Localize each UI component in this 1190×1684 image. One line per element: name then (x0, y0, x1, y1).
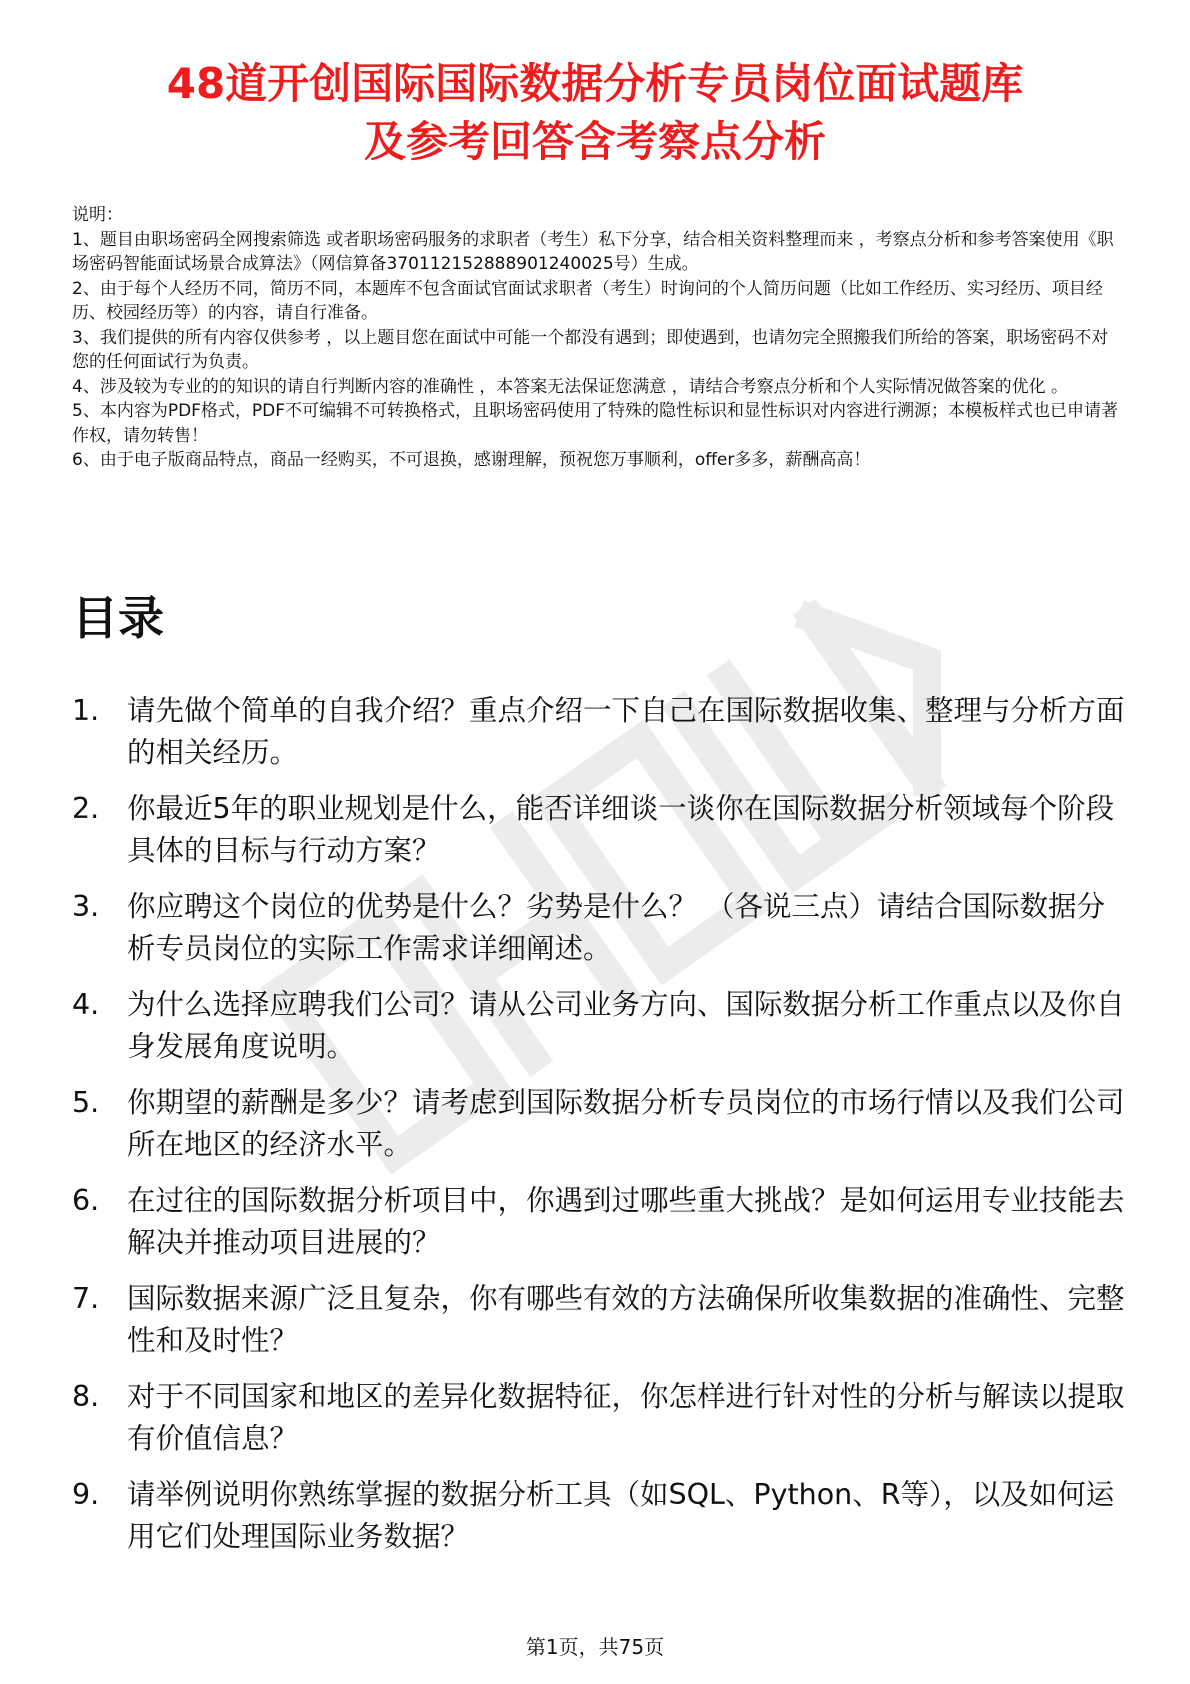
toc-item-text: 为什么选择应聘我们公司？请从公司业务方向、国际数据分析工作重点以及你自身发展角度说明。 (127, 988, 1125, 1063)
toc-item-number: 6. (72, 1184, 100, 1217)
title-line-1: 48道开创国际国际数据分析专员岗位面试题库 (166, 59, 1024, 108)
toc-item[interactable] (72, 984, 1132, 1068)
page-footer: 第1页，共75页 (525, 1635, 665, 1659)
toc-item-number: 3. (72, 890, 100, 923)
toc-item-text: 国际数据来源广泛且复杂，你有哪些有效的方法确保所收集数据的准确性、完整性和及时性？ (127, 1282, 1125, 1357)
toc-list (72, 690, 1132, 1572)
toc-item-text: 在过往的国际数据分析项目中，你遇到过哪些重大挑战？是如何运用专业技能去解决并推动项目进展的？ (127, 1184, 1125, 1259)
toc-item[interactable] (72, 1278, 1132, 1362)
toc-item-number: 1. (72, 694, 100, 727)
notes-heading: 说明： (72, 205, 123, 225)
toc-item-text: 请举例说明你熟练掌握的数据分析工具（如SQL、Python、R等），以及如何运用它们处理国际业务数据？ (127, 1478, 1115, 1553)
title-line-2: 及参考回答含考察点分析 (363, 117, 826, 166)
toc-item[interactable] (72, 1082, 1132, 1166)
toc-item[interactable] (72, 1474, 1132, 1558)
toc-item-text: 你应聘这个岗位的优势是什么？劣势是什么？ （各说三点）请结合国际数据分析专员岗位的实际工作需求详细阐述。 (127, 890, 1106, 965)
note-item: 5、本内容为PDF格式，PDF不可编辑不可转换格式，且职场密码使用了特殊的隐性标识和显性标识对内容进行溯源；本模板样式也已申请著作权，请勿转售！ (72, 401, 1119, 446)
toc-item-text: 你期望的薪酬是多少？请考虑到国际数据分析专员岗位的市场行情以及我们公司所在地区的经济水平。 (127, 1086, 1125, 1161)
toc-item[interactable] (72, 1376, 1132, 1460)
toc-item-text: 请先做个简单的自我介绍？重点介绍一下自己在国际数据收集、整理与分析方面的相关经历。 (127, 694, 1125, 769)
toc-item-text: 你最近5年的职业规划是什么，能否详细谈一谈你在国际数据分析领域每个阶段具体的目标与行动方案？ (127, 792, 1115, 867)
toc-item-number: 9. (72, 1478, 100, 1511)
toc-item[interactable] (72, 690, 1132, 774)
toc-item[interactable] (72, 1180, 1132, 1264)
toc-item-number: 5. (72, 1086, 100, 1119)
note-item: 2、由于每个人经历不同，简历不同，本题库不包含面试官面试求职者（考生）时询问的个人简历问题（比如工作经历、实习经历、项目经历、校园经历等）的内容，请自行准备。 (72, 278, 1103, 323)
note-item: 1、题目由职场密码全网搜索筛选 或者职场密码服务的求职者（考生）私下分享，结合相关资料整理而来 ，考察点分析和参考答案使用《职场密码智能面试场景合成算法》（网信算备370112152888901240025号）生成。 (72, 229, 1114, 274)
toc-item-number: 2. (72, 792, 100, 825)
toc-item[interactable] (72, 788, 1132, 872)
toc-item-number: 8. (72, 1380, 100, 1413)
toc-item-text: 对于不同国家和地区的差异化数据特征，你怎样进行针对性的分析与解读以提取有价值信息？ (127, 1380, 1125, 1455)
note-item: 4、涉及较为专业的的知识的请自行判断内容的准确性 ，本答案无法保证您满意 ，请结合考察点分析和个人实际情况做答案的优化 。 (72, 376, 1069, 397)
notes-section (72, 203, 1122, 473)
toc-item-number: 7. (72, 1282, 100, 1315)
note-item: 3、我们提供的所有内容仅供参考 ，以上题目您在面试中可能一个都没有遇到；即使遇到，也请勿完全照搬我们所给的答案，职场密码不对您的任何面试行为负责。 (72, 327, 1109, 372)
document-title (70, 55, 1120, 171)
toc-item[interactable] (72, 886, 1132, 970)
note-item: 6、由于电子版商品特点，商品一经购买，不可退换，感谢理解，预祝您万事顺利，offer多多，薪酬高高！ (72, 450, 871, 470)
toc-heading: 目录 (72, 591, 164, 645)
toc-item-number: 4. (72, 988, 100, 1021)
